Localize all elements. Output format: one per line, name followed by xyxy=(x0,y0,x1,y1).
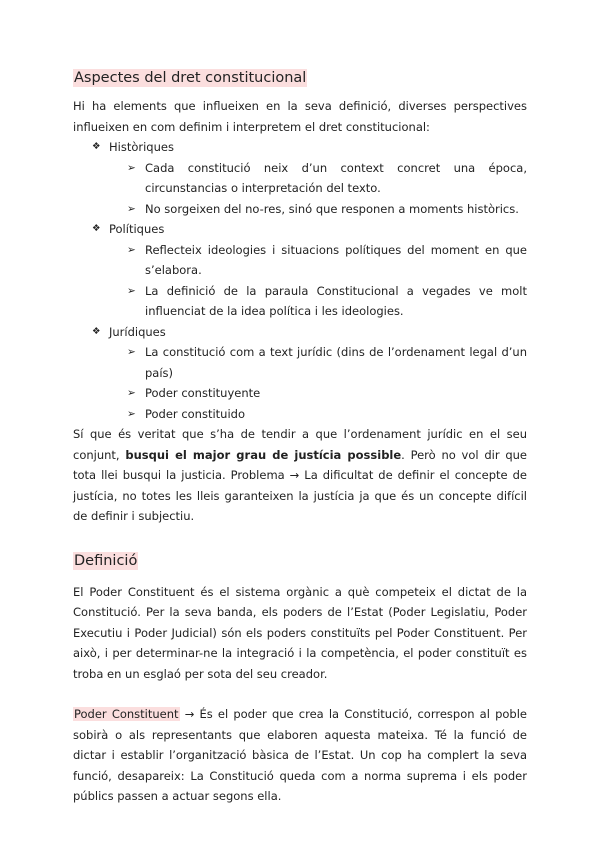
sub-list-item-text: La definició de la paraula Constitucional a vegades ve molt influenciat de la idea política i les ideologies. xyxy=(145,283,527,318)
section-heading-definicio: Definició xyxy=(74,552,138,569)
list-item-historiques xyxy=(73,137,527,158)
sub-list-item-text: La constitució com a text jurídic (dins de l’ordenament legal d’un país) xyxy=(145,345,527,380)
arrow-bullet-icon: ➢ xyxy=(127,202,136,215)
diamond-bullet-icon: ❖ xyxy=(92,325,101,337)
arrow-bullet-icon: ➢ xyxy=(127,407,136,420)
sub-list-item xyxy=(73,240,527,281)
sub-list-item-text: Poder constituyente xyxy=(145,386,261,400)
arrow-bullet-icon: ➢ xyxy=(127,161,136,174)
sub-list-item xyxy=(73,281,527,322)
arrow-bullet-icon: ➢ xyxy=(127,243,136,256)
poder-constituent-paragraph: Poder Constituent → És el poder que crea la Constitució, correspon al poble sobirà o als representants que elaboren aquesta mateixa. Té la funció de dictar i establir l’organització bàsica de l’Estat. Un cop ha complert la seva funció, desapareix: La Constitució queda com a norma suprema i els poder públics passen a actuar segons ella. xyxy=(73,707,527,803)
sub-list-item-text: Poder constituido xyxy=(145,406,245,421)
bold-emphasis: busqui el major grau de justícia possible xyxy=(125,447,402,462)
section-heading-aspectes: Aspectes del dret constitucional xyxy=(74,70,307,86)
list-item-label: Històriques xyxy=(109,140,174,154)
diamond-bullet-icon: ❖ xyxy=(92,141,101,152)
sub-list-item xyxy=(73,342,527,383)
diamond-bullet-icon: ❖ xyxy=(92,223,101,234)
list-item-label: Polítiques xyxy=(109,222,165,236)
list-item-politiques xyxy=(73,219,527,240)
closing-paragraph: Sí que és veritat que s’ha de tendir a que l’ordenament jurídic en el seu conjunt, busqui el major grau de justícia possible. Però no vol dir que tota llei busqui la justicia. Problema → La dificultat de definir el concepte de justícia, no totes les lleis garanteixen la justícia ja que és un concepte difícil de definir i subjectiu. xyxy=(73,427,527,523)
intro-paragraph: Hi ha elements que influeixen en la seva definició, diverses perspectives influeixen en com definim i interpretem el dret constitucional: xyxy=(73,99,527,134)
sub-list-item-text: Cada constitució neix d’un context concret una época, circunstancias o interpretación del texto. xyxy=(145,160,527,195)
list-item-label: Jurídiques xyxy=(109,324,166,339)
arrow-bullet-icon: ➢ xyxy=(127,387,136,399)
arrow-bullet-icon: ➢ xyxy=(127,284,136,297)
sub-list-item-text: No sorgeixen del no-res, sinó que responen a moments històrics. xyxy=(145,201,519,216)
sub-list-item-text: Reflecteix ideologies i situacions polítiques del moment en que s’elabora. xyxy=(145,242,527,277)
definition-paragraph: El Poder Constituent és el sistema orgànic a què competeix el dictat de la Constitució. Per la seva banda, els poders de l’Estat (Poder Legislatiu, Poder Executiu i Poder Judicial) són els poders constituïts pel Poder Constituent. Per això, i per determinar-ne la integració i la competència, el poder constituït es troba en un esglaó per sota del seu creador. xyxy=(73,584,527,681)
highlighted-term: Poder Constituent xyxy=(74,707,179,721)
sub-list-item xyxy=(73,404,527,425)
arrow-bullet-icon: ➢ xyxy=(127,346,136,358)
list-item-juridiques xyxy=(73,322,527,343)
sub-list-item xyxy=(73,158,527,199)
sub-list-item xyxy=(73,383,527,404)
sub-list-item xyxy=(73,199,527,220)
